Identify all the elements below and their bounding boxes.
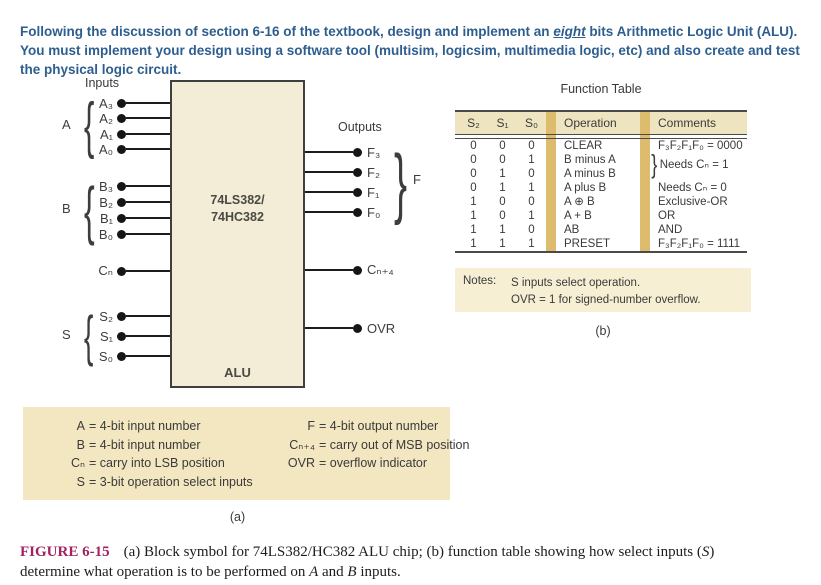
cell-operation: A minus B (564, 168, 616, 180)
column-separator (546, 181, 556, 195)
pin-dot (117, 267, 126, 276)
pin-wire (305, 191, 353, 193)
pin-wire (126, 201, 170, 203)
pin-label: A₂ (99, 110, 113, 126)
chip-name-line2: 74HC382 (211, 210, 264, 224)
panel-a-label: (a) (229, 510, 246, 524)
caption-text-part: inputs. (356, 564, 401, 580)
legend-desc: = 4-bit output number (319, 419, 439, 433)
pin-dot (117, 352, 126, 361)
pin-label: F₀ (367, 204, 381, 220)
column-separator (546, 209, 556, 223)
pin-wire (126, 133, 170, 135)
column-separator (640, 195, 650, 209)
caption-text-part: B (347, 564, 357, 580)
pin-wire (305, 327, 353, 329)
cell-s0: 0 (528, 168, 535, 180)
caption-text-part: S (701, 544, 710, 560)
column-separator (546, 112, 556, 134)
legend-term: Cₙ (70, 456, 85, 470)
column-separator (640, 167, 650, 181)
cell-s0: 1 (528, 210, 535, 222)
legend-desc: = carry out of MSB position (319, 437, 470, 452)
legend-term: B (76, 437, 85, 452)
pin-wire (126, 233, 170, 235)
pin-dot (353, 168, 362, 177)
cell-operation: B minus A (564, 154, 616, 166)
legend-term: F (307, 419, 315, 433)
pin-label: Cₙ (98, 263, 113, 278)
legend-item (263, 417, 469, 436)
cell-s2: 1 (470, 196, 477, 208)
group-b-brace: { (84, 174, 95, 246)
group-s-brace: { (84, 304, 94, 367)
caption-text-part: A (309, 564, 319, 580)
note-line: OVR = 1 for signed-number overflow. (511, 294, 701, 306)
cell-s0: 0 (528, 140, 535, 152)
pin-dot (353, 266, 362, 275)
legend-term: Cₙ₊₄ (289, 437, 315, 452)
group-s-label: S (62, 327, 71, 342)
pin-dot (353, 324, 362, 333)
pin-wire (305, 151, 353, 153)
cell-s1: 1 (499, 182, 506, 194)
pin-dot (353, 208, 362, 217)
legend-term: A (76, 419, 85, 433)
cell-s0: 1 (528, 182, 535, 194)
column-separator (640, 237, 650, 251)
cell-s2: 1 (470, 238, 477, 250)
table-spanning-note (650, 149, 729, 179)
pin-dot (117, 145, 126, 154)
header-s0: S₀ (525, 116, 538, 130)
legend-desc: = 4-bit input number (89, 437, 201, 452)
column-separator (640, 135, 650, 138)
pin-wire (126, 148, 170, 150)
pin-dot (117, 312, 126, 321)
column-separator (546, 195, 556, 209)
pin-wire (126, 117, 170, 119)
column-separator (546, 237, 556, 251)
legend-item (263, 436, 469, 455)
cell-s2: 0 (470, 140, 477, 152)
assignment-text-part: bits Arithmetic Logic Unit (ALU). You must implement your design using a software tool (multisim, logicsim, multimedia logic, etc) and also create and test the physical logic circuit. (20, 23, 800, 77)
pin-s2 (58, 307, 170, 325)
chip-name (170, 192, 305, 226)
cell-s2: 0 (470, 168, 477, 180)
column-separator (640, 112, 650, 134)
legend-item (55, 436, 253, 455)
cell-operation: A + B (564, 210, 592, 222)
legend-item (263, 454, 469, 473)
pin-label: S₂ (99, 308, 113, 324)
column-separator (546, 153, 556, 167)
pin-label: B₃ (99, 178, 113, 194)
table-row (455, 195, 747, 209)
chip-name-line1: 74LS382/ (210, 193, 265, 207)
pin-s0 (58, 347, 170, 365)
pin-wire (126, 102, 170, 104)
pin-label: OVR (367, 320, 396, 336)
header-s1: S₁ (496, 116, 509, 130)
cell-s1: 0 (499, 210, 506, 222)
pin-label: S₁ (99, 328, 113, 344)
cell-comment: Needs Cₙ = 0 (658, 182, 727, 194)
pin-dot (117, 130, 126, 139)
caption-text-part: and (318, 564, 348, 580)
column-separator (546, 135, 556, 138)
group-a-label: A (62, 117, 71, 132)
note-line: S inputs select operation. (511, 277, 641, 289)
cell-operation: A plus B (564, 182, 607, 194)
pin-dot (117, 182, 126, 191)
pin-dot (117, 332, 126, 341)
pin-dot (117, 214, 126, 223)
panel-b-label: (b) (595, 324, 611, 338)
legend-desc: = 3-bit operation select inputs (89, 474, 253, 489)
pin-wire (126, 217, 170, 219)
inputs-label: Inputs (85, 76, 120, 90)
pin-wire (126, 315, 170, 317)
column-separator (546, 139, 556, 153)
cell-s2: 1 (470, 224, 477, 236)
cell-operation: CLEAR (564, 140, 603, 152)
pin-wire (126, 355, 170, 357)
header-operation: Operation (564, 116, 617, 130)
cell-s1: 1 (499, 238, 506, 250)
assignment-text-part: Following the discussion of section 6-16 of the textbook, design and implement an (20, 23, 554, 39)
cell-s1: 1 (499, 168, 506, 180)
pin-dot (117, 114, 126, 123)
cell-s0: 0 (528, 224, 535, 236)
legend-term: S (76, 474, 85, 489)
cell-comment: F₃F₂F₁F₀ = 0000 (658, 140, 743, 152)
pin-label: A₁ (99, 126, 113, 142)
pin-wire (126, 335, 170, 337)
pin-s1 (58, 327, 170, 345)
pin-label: A₀ (98, 141, 113, 157)
pin-f3 (305, 143, 435, 161)
function-table-title: Function Table (560, 82, 642, 96)
pin-f0 (305, 203, 435, 221)
cell-s1: 1 (499, 224, 506, 236)
legend-desc: = overflow indicator (319, 456, 428, 470)
column-separator (640, 209, 650, 223)
legend-right-column (263, 417, 469, 473)
table-row (455, 237, 747, 251)
group-b-label: B (62, 201, 71, 216)
assignment-emphasis-word: eight (553, 23, 586, 39)
legend-desc: = 4-bit input number (89, 419, 201, 433)
spanning-note-text: Needs Cₙ = 1 (659, 159, 729, 171)
cell-s2: 1 (470, 210, 477, 222)
brace-icon: } (651, 149, 658, 179)
legend-term: OVR (287, 456, 315, 470)
column-separator (640, 223, 650, 237)
function-table (455, 110, 747, 253)
column-separator (640, 153, 650, 167)
pin-dot (353, 188, 362, 197)
pin-label: S₀ (98, 348, 113, 364)
notes-box (455, 268, 751, 312)
pin-ovr (305, 319, 435, 337)
legend-left-column (55, 417, 253, 491)
caption-text-part: ) determine what operation is to be performed on (20, 544, 715, 580)
outputs-label: Outputs (338, 120, 382, 134)
pin-label: A₃ (99, 95, 113, 111)
legend-box (23, 407, 470, 500)
cell-s1: 0 (499, 196, 506, 208)
cell-s0: 1 (528, 238, 535, 250)
legend-item (55, 473, 253, 492)
pin-label: F₃ (367, 144, 381, 160)
column-separator (546, 167, 556, 181)
pin-label: F₂ (367, 164, 380, 180)
legend-desc: = carry into LSB position (89, 456, 225, 470)
table-row (455, 181, 747, 195)
figure-caption (20, 542, 720, 582)
cell-operation: AB (564, 224, 580, 236)
column-separator (640, 139, 650, 153)
pin-wire (305, 171, 353, 173)
cell-comment: F₃F₂F₁F₀ = 1111 (658, 238, 741, 250)
pin-label: B₂ (99, 194, 113, 210)
cell-s0: 1 (528, 154, 535, 166)
pin-dot (117, 230, 126, 239)
pin-cn (58, 262, 170, 280)
chip-role-label: ALU (224, 365, 251, 380)
header-s2: S₂ (467, 116, 480, 130)
column-separator (640, 181, 650, 195)
pin-label: B₁ (99, 210, 113, 226)
cell-s1: 0 (499, 154, 506, 166)
table-row (455, 223, 747, 237)
header-comments: Comments (658, 116, 717, 130)
group-a-brace: { (84, 91, 95, 160)
pin-wire (126, 270, 170, 272)
notes-label: Notes: (463, 275, 497, 287)
notes-lines (511, 275, 701, 312)
caption-text-part: (a) Block symbol for 74LS382/HC382 ALU chip; (b) function table showing how select inputs ( (123, 544, 702, 560)
pin-dot (117, 198, 126, 207)
cell-s0: 0 (528, 196, 535, 208)
cell-s1: 0 (499, 140, 506, 152)
column-separator (546, 223, 556, 237)
table-header-row (455, 112, 747, 134)
cell-comment: OR (658, 210, 676, 222)
pin-a0 (58, 140, 170, 158)
pin-b0 (58, 225, 170, 243)
cell-comment: AND (658, 224, 683, 236)
figure-label: FIGURE 6-15 (20, 544, 110, 560)
pin-label: B₀ (98, 226, 113, 242)
alu-chip-box (170, 80, 305, 388)
legend-item (55, 454, 253, 473)
cell-comment: Exclusive-OR (658, 196, 728, 208)
group-f-label: F (413, 172, 421, 187)
cell-operation: A ⊕ B (564, 196, 595, 208)
assignment-text (20, 22, 815, 79)
pin-dot (353, 148, 362, 157)
cell-s2: 0 (470, 182, 477, 194)
pin-label: F₁ (367, 184, 380, 200)
pin-wire (126, 185, 170, 187)
pin-cn4 (305, 261, 435, 279)
pin-wire (305, 269, 353, 271)
pin-label: Cₙ₊₄ (367, 262, 394, 277)
cell-s2: 0 (470, 154, 477, 166)
legend-item (55, 417, 253, 436)
cell-operation: PRESET (564, 238, 611, 250)
pin-wire (305, 211, 353, 213)
group-f-brace: } (394, 138, 408, 226)
pin-dot (117, 99, 126, 108)
table-row (455, 209, 747, 223)
